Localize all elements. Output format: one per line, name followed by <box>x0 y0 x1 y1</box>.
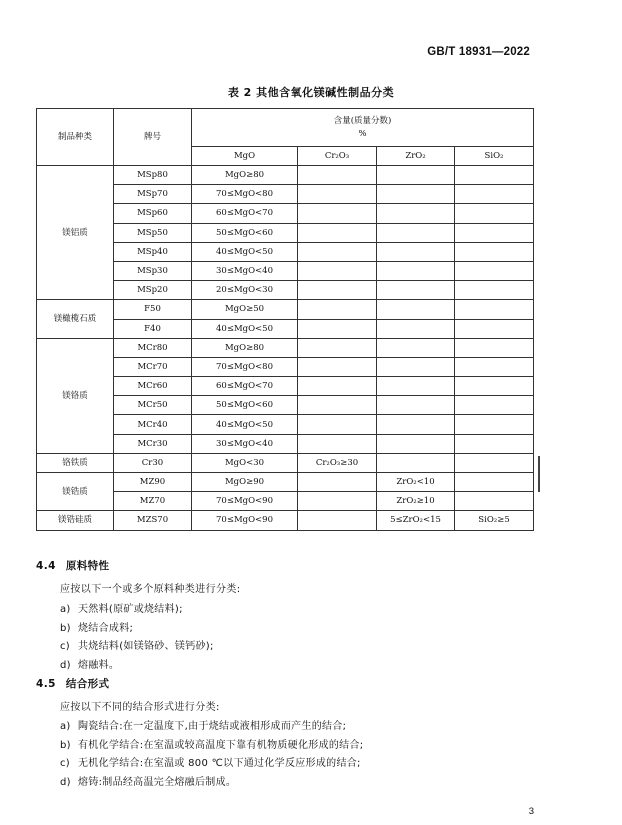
mgo-cell: 30≤MgO<40 <box>192 434 298 453</box>
zro2-cell: ZrO₂≥10 <box>377 492 455 511</box>
sio2-cell <box>455 338 534 357</box>
mgo-cell: 60≤MgO<70 <box>192 377 298 396</box>
category-cell: 铬铁质 <box>37 453 114 472</box>
grade-cell: Cr30 <box>114 453 192 472</box>
list-item-text: 熔融料。 <box>78 659 120 671</box>
cr2o3-cell <box>298 261 377 280</box>
header-content-label: 含量(质量分数) <box>333 115 392 126</box>
cr2o3-cell <box>298 434 377 453</box>
grade-cell: MZS70 <box>114 511 192 530</box>
mgo-cell: MgO≥50 <box>192 300 298 319</box>
zro2-cell <box>377 377 455 396</box>
zro2-cell <box>377 453 455 472</box>
cr2o3-cell <box>298 415 377 434</box>
mgo-cell: 50≤MgO<60 <box>192 223 298 242</box>
list-item-marker: d) <box>60 659 71 671</box>
sio2-cell <box>455 396 534 415</box>
category-cell: 镁锆硅质 <box>37 511 114 530</box>
list-item-marker: a) <box>60 604 71 615</box>
cr2o3-cell <box>298 242 377 261</box>
sio2-cell <box>455 357 534 376</box>
zro2-cell <box>377 261 455 280</box>
zro2-cell <box>377 396 455 415</box>
list-item-text: 熔铸:制品经高温完全熔融后制成。 <box>78 776 237 788</box>
zro2-cell <box>377 319 455 338</box>
sio2-cell <box>455 242 534 261</box>
category-cell: 镁橄榄石质 <box>37 300 114 338</box>
table-row <box>37 453 534 472</box>
section-4-5-title: 结合形式 <box>65 678 110 690</box>
header-mgo: MgO <box>192 147 298 166</box>
zro2-cell <box>377 281 455 300</box>
sio2-cell <box>455 300 534 319</box>
list-item-text: 天然料(原矿或烧结料); <box>78 604 183 615</box>
list-item-text: 有机化学结合:在室温或较高温度下靠有机物质硬化形成的结合; <box>78 739 364 751</box>
section-4-4-number: 4.4 <box>36 560 56 572</box>
list-item-marker: d) <box>60 776 71 788</box>
mgo-cell: 40≤MgO<50 <box>192 242 298 261</box>
cr2o3-cell <box>298 492 377 511</box>
mgo-cell: 60≤MgO<70 <box>192 204 298 223</box>
list-item <box>60 600 183 615</box>
list-item-text: 共烧结料(如镁铬砂、镁钙砂); <box>78 641 214 652</box>
sio2-cell <box>455 434 534 453</box>
classification-table <box>36 108 534 531</box>
sio2-cell <box>455 492 534 511</box>
mgo-cell: MgO≥80 <box>192 338 298 357</box>
sio2-cell <box>455 377 534 396</box>
list-item <box>60 754 361 769</box>
grade-cell: MSp60 <box>114 204 192 223</box>
zro2-cell: ZrO₂<10 <box>377 473 455 492</box>
sio2-cell: SiO₂≥5 <box>455 511 534 530</box>
section-4-5-intro: 应按以下不同的结合形式进行分类: <box>60 702 220 713</box>
zro2-cell <box>377 338 455 357</box>
sio2-cell <box>455 261 534 280</box>
sio2-cell <box>455 319 534 338</box>
list-item <box>60 637 214 652</box>
table-row <box>37 511 534 530</box>
header-grade: 牌号 <box>114 109 192 166</box>
header-cr2o3: Cr₂O₃ <box>298 147 377 166</box>
mgo-cell: 70≤MgO<80 <box>192 357 298 376</box>
table-row <box>37 338 534 357</box>
cr2o3-cell <box>298 396 377 415</box>
zro2-cell <box>377 223 455 242</box>
list-item-marker: b) <box>60 622 71 634</box>
grade-cell: MSp80 <box>114 166 192 185</box>
mgo-cell: 70≤MgO<90 <box>192 511 298 530</box>
cr2o3-cell <box>298 281 377 300</box>
cr2o3-cell <box>298 377 377 396</box>
cr2o3-cell: Cr₂O₃≥30 <box>298 453 377 472</box>
header-category: 制品种类 <box>37 109 114 166</box>
grade-cell: MSp50 <box>114 223 192 242</box>
mgo-cell: 40≤MgO<50 <box>192 319 298 338</box>
header-content-unit: % <box>358 128 367 139</box>
cr2o3-cell <box>298 300 377 319</box>
sio2-cell <box>455 204 534 223</box>
list-item-marker: a) <box>60 721 71 732</box>
grade-cell: MCr50 <box>114 396 192 415</box>
list-item-marker: c) <box>60 641 70 652</box>
table-row <box>37 473 534 492</box>
header-content-group <box>192 109 534 147</box>
mgo-cell: 20≤MgO<30 <box>192 281 298 300</box>
list-item <box>60 773 236 788</box>
table-body <box>37 166 534 531</box>
grade-cell: MSp30 <box>114 261 192 280</box>
cr2o3-cell <box>298 511 377 530</box>
standard-code: GB/T 18931—2022 <box>427 46 530 58</box>
list-item <box>60 656 119 671</box>
cr2o3-cell <box>298 357 377 376</box>
mgo-cell: 50≤MgO<60 <box>192 396 298 415</box>
zro2-cell <box>377 357 455 376</box>
grade-cell: MZ70 <box>114 492 192 511</box>
table-row <box>37 300 534 319</box>
zro2-cell <box>377 204 455 223</box>
sio2-cell <box>455 473 534 492</box>
category-cell: 镁铝质 <box>37 166 114 300</box>
mgo-cell: MgO<30 <box>192 453 298 472</box>
list-item-text: 陶瓷结合:在一定温度下,由于烧结或液相形成而产生的结合; <box>78 721 347 732</box>
table-title: 表 2 其他含氧化镁碱性制品分类 <box>227 86 395 99</box>
mgo-cell: MgO≥80 <box>192 166 298 185</box>
cr2o3-cell <box>298 319 377 338</box>
grade-cell: MCr30 <box>114 434 192 453</box>
cr2o3-cell <box>298 338 377 357</box>
sio2-cell <box>455 185 534 204</box>
margin-change-bar <box>538 456 540 492</box>
list-item <box>60 619 133 634</box>
header-zro2: ZrO₂ <box>377 147 455 166</box>
list-item <box>60 717 346 732</box>
grade-cell: MZ90 <box>114 473 192 492</box>
cr2o3-cell <box>298 185 377 204</box>
category-cell: 镁锆质 <box>37 473 114 511</box>
grade-cell: F40 <box>114 319 192 338</box>
table-row <box>37 166 534 185</box>
zro2-cell <box>377 415 455 434</box>
mgo-cell: 70≤MgO<80 <box>192 185 298 204</box>
mgo-cell: 30≤MgO<40 <box>192 261 298 280</box>
cr2o3-cell <box>298 166 377 185</box>
grade-cell: F50 <box>114 300 192 319</box>
zro2-cell <box>377 242 455 261</box>
zro2-cell <box>377 300 455 319</box>
grade-cell: MCr70 <box>114 357 192 376</box>
category-cell: 镁铬质 <box>37 338 114 453</box>
section-4-5-number: 4.5 <box>36 678 56 690</box>
zro2-cell <box>377 185 455 204</box>
zro2-cell <box>377 434 455 453</box>
zro2-cell: 5≤ZrO₂<15 <box>377 511 455 530</box>
list-item-text: 无机化学结合:在室温或 800 ℃以下通过化学反应形成的结合; <box>78 758 361 769</box>
sio2-cell <box>455 415 534 434</box>
cr2o3-cell <box>298 204 377 223</box>
grade-cell: MSp20 <box>114 281 192 300</box>
page-number: 3 <box>528 806 534 817</box>
list-item-marker: c) <box>60 758 70 769</box>
section-4-5-heading <box>36 676 109 691</box>
cr2o3-cell <box>298 473 377 492</box>
header-sio2: SiO₂ <box>455 147 534 166</box>
mgo-cell: 70≤MgO<90 <box>192 492 298 511</box>
sio2-cell <box>455 281 534 300</box>
sio2-cell <box>455 166 534 185</box>
section-4-4-heading <box>36 558 109 573</box>
mgo-cell: MgO≥90 <box>192 473 298 492</box>
section-4-4-title: 原料特性 <box>65 560 110 572</box>
zro2-cell <box>377 166 455 185</box>
sio2-cell <box>455 223 534 242</box>
grade-cell: MCr80 <box>114 338 192 357</box>
sio2-cell <box>455 453 534 472</box>
grade-cell: MSp70 <box>114 185 192 204</box>
section-4-4-intro: 应按以下一个或多个原料种类进行分类: <box>60 584 241 595</box>
list-item-text: 烧结合成料; <box>78 622 134 634</box>
list-item <box>60 736 363 751</box>
grade-cell: MCr60 <box>114 377 192 396</box>
grade-cell: MCr40 <box>114 415 192 434</box>
list-item-marker: b) <box>60 739 71 751</box>
mgo-cell: 40≤MgO<50 <box>192 415 298 434</box>
cr2o3-cell <box>298 223 377 242</box>
grade-cell: MSp40 <box>114 242 192 261</box>
